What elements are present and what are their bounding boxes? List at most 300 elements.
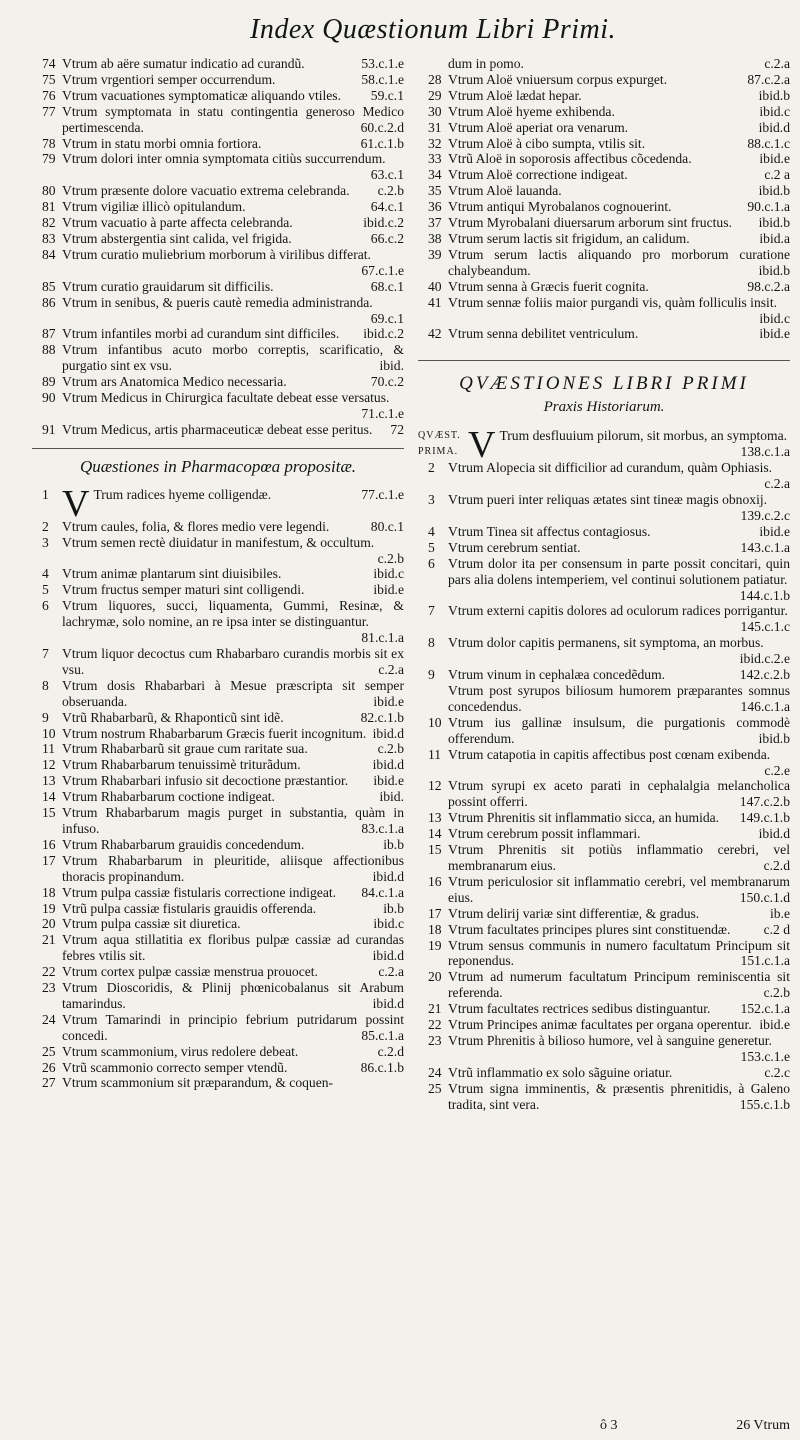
entry-body: [62, 916, 404, 932]
entry-number: 9: [42, 709, 49, 725]
index-entry: [32, 374, 404, 390]
entry-reference: ibid.c.2: [363, 215, 404, 231]
entry-body: [448, 167, 790, 183]
index-entry: [418, 667, 790, 683]
entry-number: 4: [42, 566, 49, 582]
index-entry: [32, 72, 404, 88]
entry-text: Vtrum Alopecia sit difficilior ad curandum, quàm Ophiasis.: [448, 460, 773, 476]
entry-body: [62, 231, 404, 247]
index-entry: [418, 683, 790, 715]
index-entry: [418, 151, 790, 167]
index-entry-first: [32, 482, 404, 525]
index-entry: [32, 582, 404, 598]
entry-body: [62, 598, 404, 646]
entry-reference: ibid.d: [758, 826, 790, 842]
index-entry: [32, 104, 404, 136]
entry-text: Vtrum Dioscoridis, & Plinij phœnicobalanus sit Arabum tamarindus.: [62, 980, 404, 1011]
entry-text: Vtrum delirij variæ sint differentiæ, & gradus.: [448, 905, 700, 921]
entry-body: [448, 120, 790, 136]
entry-text: Vtrum abstergentia sint calida, vel frigida.: [62, 230, 292, 246]
entry-number: 21: [42, 932, 56, 948]
entry-body: [62, 1012, 404, 1044]
index-entry: [32, 901, 404, 917]
entry-number: 78: [42, 135, 56, 151]
entry-body: [62, 1044, 404, 1060]
entry-text: Vtrum Tamarindi in principio febrium putridarum possint concedi.: [62, 1011, 404, 1043]
entry-number: 16: [42, 836, 56, 852]
entry-text: Vtrum facultates principes plures sint constituendæ.: [448, 921, 731, 937]
entry-body: [62, 215, 404, 231]
entry-body: [448, 215, 790, 231]
index-entry: [32, 535, 404, 567]
index-entry: [418, 540, 790, 556]
entry-body: [62, 199, 404, 215]
entry-body: [62, 374, 404, 390]
index-entry: [418, 874, 790, 906]
entry-body: [62, 183, 404, 199]
entry-reference: 68.c.1: [370, 278, 404, 294]
entry-body: [448, 524, 790, 540]
index-entry: [32, 88, 404, 104]
index-entry: [32, 932, 404, 964]
entry-text: Vtrũ Rhabarbarũ, & Rhaponticũ sint idẽ.: [62, 709, 284, 725]
entry-text: Vtrum in senibus, & pueris cautè remedia administranda.: [62, 294, 373, 310]
entry-reference: c.2 d: [763, 921, 790, 937]
entry-reference: 59.c.1: [370, 87, 404, 103]
signature-mark: ô 3: [600, 1418, 618, 1433]
entry-reference: 63.c.1: [370, 167, 404, 183]
index-entry: [418, 167, 790, 183]
entry-body: [62, 885, 404, 901]
index-entry: [32, 710, 404, 726]
entry-body: [448, 88, 790, 104]
entry-text: Vtrum vinum in cephalæa concedẽdum.: [448, 667, 666, 683]
entry-number: 23: [42, 980, 56, 996]
entry-text: Vtrum curatio grauidarum sit difficilis.: [62, 278, 274, 294]
entry-reference: ibid.d: [372, 725, 404, 741]
index-entry: [418, 183, 790, 199]
entry-reference: 72: [390, 421, 404, 437]
entry-body: [62, 678, 404, 710]
entry-reference: 85.c.1.a: [361, 1027, 404, 1043]
entry-text: Vtrũ scammonio correcto semper vtendũ.: [62, 1059, 288, 1075]
index-entry: [32, 1044, 404, 1060]
entry-reference: 61.c.1.b: [360, 135, 404, 151]
entry-text: Vtrum ius gallinæ insulsum, die purgationis commodè offerendum.: [448, 714, 790, 746]
entry-text: Vtrum fructus semper maturi sint colligendi.: [62, 582, 305, 598]
entry-text: Vtrum signa imminentis, & præsentis phrenitidis, à Galeno tradita, sint vera.: [448, 1080, 790, 1112]
entry-text: Vtrum dolori inter omnia symptomata citiùs succurrendum.: [62, 151, 386, 167]
entry-reference: 88.c.1.c: [747, 135, 790, 151]
entry-body: [62, 535, 404, 567]
index-entry: [32, 598, 404, 646]
entry-number: 6: [42, 598, 49, 614]
entry-number: 90: [42, 390, 56, 406]
entry-reference: 155.c.1.b: [739, 1096, 790, 1112]
entry-body: [62, 342, 404, 374]
entry-body: [62, 853, 404, 885]
index-entry: [418, 715, 790, 747]
entry-reference: ibid.e: [373, 693, 404, 709]
entry-text: Vtrum nostrum Rhabarbarum Græcis fuerit incognitum.: [62, 725, 367, 741]
entry-text: Vtrum infantiles morbi ad curandum sint difficiles.: [62, 326, 340, 342]
entry-reference: 84.c.1.a: [361, 884, 404, 900]
right-index-list: [418, 56, 790, 342]
entry-body: [448, 136, 790, 152]
entry-number: 27: [42, 1075, 56, 1091]
index-entry: [418, 279, 790, 295]
entry-text: dum in pomo.: [448, 56, 524, 71]
index-entry: [418, 635, 790, 667]
entry-number: 15: [42, 805, 56, 821]
entry-text: Vtrum caules, folia, & flores medio vere legendi.: [62, 518, 330, 534]
entry-body: [62, 726, 404, 742]
index-entry: [32, 885, 404, 901]
page-title: Index Quæstionum Libri Primi.: [250, 14, 617, 45]
entry-body: [448, 778, 790, 810]
entry-reference: ibid.d: [372, 948, 404, 964]
entry-text: Vtrum dolor capitis permanens, sit symptoma, an morbus.: [448, 635, 764, 651]
entry-body: [448, 922, 790, 938]
index-entry: [418, 295, 790, 327]
entry-number: 82: [42, 215, 56, 231]
entry-text: Vtrum vigiliæ illicò opitulandum.: [62, 199, 246, 215]
entry-body: [448, 556, 790, 604]
entry-number: 18: [428, 921, 442, 937]
entry-number: 42: [428, 326, 442, 342]
entry-reference: 83.c.1.a: [361, 820, 404, 836]
entry-number: 34: [428, 167, 442, 183]
entry-number: 33: [428, 151, 442, 167]
entry-text: Vtrum curatio muliebrium morborum à virilibus differat.: [62, 246, 371, 262]
entry-reference: c.2 a: [764, 167, 790, 183]
index-entry: [32, 805, 404, 837]
entry-text: Vtrum dosis Rhabarbari à Mesue præscripta sit semper obseruanda.: [62, 677, 404, 709]
index-entry: [418, 1017, 790, 1033]
entry-number: 22: [428, 1017, 442, 1033]
entry-reference: 139.c.2.c: [740, 508, 790, 524]
index-entry: [32, 741, 404, 757]
entry-body: [62, 390, 404, 422]
entry-text: Vtrum Aloë hyeme exhibenda.: [448, 103, 615, 119]
index-entry: [32, 1012, 404, 1044]
index-entry-first: [418, 424, 790, 467]
index-entry: [32, 199, 404, 215]
entry-number: 30: [428, 103, 442, 119]
entry-body: [448, 635, 790, 667]
index-entry: [418, 56, 790, 72]
entry-body: [448, 72, 790, 88]
entry-reference: ibid.a: [759, 230, 790, 246]
entry-text: Vtrum Myrobalani diuersarum arborum sint fructus.: [448, 215, 732, 231]
entry-body: [62, 789, 404, 805]
entry-body: [62, 964, 404, 980]
entry-number: 11: [42, 741, 56, 757]
entry-reference: c.2.b: [377, 183, 404, 199]
entry-number: 13: [428, 810, 442, 826]
entry-reference: c.2.b: [763, 985, 790, 1001]
index-entry: [418, 969, 790, 1001]
entry-body: [448, 199, 790, 215]
index-entry: [418, 1081, 790, 1113]
entry-body: [62, 741, 404, 757]
entry-number: 24: [428, 1064, 442, 1080]
index-entry: [418, 906, 790, 922]
entry-reference: 146.c.1.a: [740, 698, 790, 714]
entry-text: Vtrum in statu morbi omnia fortiora.: [62, 135, 262, 151]
index-entry: [418, 842, 790, 874]
index-entry: [32, 247, 404, 279]
entry-body: [448, 183, 790, 199]
entry-reference: ibid.c.2.e: [739, 651, 790, 667]
entry-body: [448, 231, 790, 247]
entry-number: 87: [42, 326, 56, 342]
entry-number: 3: [42, 534, 49, 550]
entry-text: Vtrum Medicus, artis pharmaceuticæ debeat esse peritus.: [62, 421, 373, 437]
entry-reference: ib.e: [769, 905, 790, 921]
index-entry: [32, 183, 404, 199]
entry-number: 2: [428, 460, 435, 476]
entry-text: Vtrum Rhabarbarum grauidis concedendum.: [62, 836, 305, 852]
entry-number: 13: [42, 773, 56, 789]
entry-number: 19: [428, 937, 442, 953]
entry-number: 8: [42, 677, 49, 693]
entry-number: 23: [428, 1032, 442, 1048]
entry-body: [62, 980, 404, 1012]
index-entry: [418, 1001, 790, 1017]
entry-text: Vtrum Aloë aperiat ora venarum.: [448, 119, 629, 135]
entry-reference: ibid.d: [372, 995, 404, 1011]
index-entry: [32, 726, 404, 742]
entry-text: Vtrum facultates rectrices sedibus distinguantur.: [448, 1001, 711, 1017]
entry-reference: c.2.e: [764, 762, 790, 778]
entry-text: Vtrũ inflammatio ex solo sãguine oriatur.: [448, 1064, 673, 1080]
entry-number: 10: [42, 725, 56, 741]
entry-number: 35: [428, 183, 442, 199]
index-entry: [32, 519, 404, 535]
entry-text: Vtrum syrupi ex aceto parati in cephalalgia melancholica possint offerri.: [448, 778, 790, 810]
entry-text: Vtrum Phrenitis sit potiùs inflammatio cerebri, vel membranarum eius.: [448, 842, 790, 873]
index-entry: [32, 678, 404, 710]
entry-text: Vtrum symptomata in statu contingentia generoso Medico pertimescenda.: [62, 103, 404, 135]
entry-number: 74: [42, 56, 56, 71]
entry-number: 77: [42, 103, 56, 119]
entry-body: [448, 938, 790, 970]
entry-body: [62, 582, 404, 598]
entry-number: 81: [42, 199, 56, 215]
praxis-section-title: QVÆSTIONES LIBRI PRIMI: [418, 360, 790, 395]
entry-reference: 98.c.2.a: [747, 278, 790, 294]
left-index-list: [32, 56, 404, 438]
entry-reference: 150.c.1.d: [739, 889, 790, 905]
entry-body: [62, 837, 404, 853]
entry-number: 75: [42, 71, 56, 87]
entry-body: [62, 56, 404, 72]
entry-reference: 60.c.2.d: [360, 119, 404, 135]
entry-body: [448, 151, 790, 167]
entry-body: [448, 1081, 790, 1113]
entry-reference: ibid.c: [759, 103, 790, 119]
entry-text: Vtrum ad numerum facultatum Principum reminiscentia sit referenda.: [448, 969, 790, 1001]
entry-number: 14: [42, 789, 56, 805]
entry-body: [448, 540, 790, 556]
entry-number: [418, 683, 448, 715]
entry-number: 28: [428, 71, 442, 87]
entry-body: [62, 710, 404, 726]
entry-number: 1: [42, 486, 49, 502]
entry-text: Vtrum cortex pulpæ cassiæ menstrua prouocet.: [62, 964, 318, 980]
index-entry: [32, 757, 404, 773]
entry-body: [62, 1075, 404, 1091]
entry-number: 16: [428, 873, 442, 889]
entry-reference: 66.c.2: [370, 230, 404, 246]
entry-text: Vtrum senna debilitet ventriculum.: [448, 326, 639, 342]
entry-text: Vtrũ Aloë in soporosis affectibus cõcedenda.: [448, 151, 692, 167]
entry-reference: ibid.c.2: [363, 326, 404, 342]
entry-number: 21: [428, 1001, 442, 1017]
entry-reference: ibid.b: [758, 183, 790, 199]
entry-body: [448, 842, 790, 874]
entry-text: Vtrum sensus communis in numero facultatum Principum sit reponendus.: [448, 937, 790, 969]
entry-reference: ibid.: [379, 789, 404, 805]
entry-reference: ibid.b: [758, 87, 790, 103]
entry-number: 17: [428, 905, 442, 921]
entry-body: [62, 773, 404, 789]
entry-text: Vtrum Rhabarbarum coctione indigeat.: [62, 789, 275, 805]
index-entry: [418, 88, 790, 104]
index-entry: [32, 646, 404, 678]
entry-reference: 86.c.1.b: [360, 1059, 404, 1075]
entry-body: [448, 460, 790, 492]
entry-body: [62, 151, 404, 183]
index-entry: [32, 279, 404, 295]
entry-text: Vtrum serum lactis sit frigidum, an calidum.: [448, 230, 690, 246]
entry-body: [62, 757, 404, 773]
entry-reference: ibid.c: [373, 916, 404, 932]
index-entry: [418, 199, 790, 215]
index-entry: [32, 789, 404, 805]
entry-number: 24: [42, 1011, 56, 1027]
entry-number: 20: [42, 916, 56, 932]
entry-reference: 147.c.2.b: [739, 794, 790, 810]
entry-body: [448, 906, 790, 922]
entry-reference: ibid.c: [373, 566, 404, 582]
entry-body: [448, 295, 790, 327]
entry-text: Vtrum Aloë à cibo sumpta, vtilis sit.: [448, 135, 646, 151]
entry-reference: ib.b: [383, 900, 404, 916]
entry-reference: c.2.b: [377, 741, 404, 757]
entry-reference: c.2.c: [764, 1064, 790, 1080]
entry-number: 41: [428, 294, 442, 310]
entry-number: 6: [428, 555, 435, 571]
entry-text: Vtrum Rhabarbari infusio sit decoctione præstantior.: [62, 773, 349, 789]
index-entry: [418, 826, 790, 842]
entry-body: [448, 1033, 790, 1065]
entry-text: Vtrum vrgentiori semper occurrendum.: [62, 71, 276, 87]
entry-reference: c.2.a: [764, 476, 790, 492]
index-entry: [418, 231, 790, 247]
entry-number: 7: [428, 603, 435, 619]
entry-number: 9: [428, 667, 435, 683]
entry-number: 91: [42, 421, 56, 437]
entry-body: [62, 566, 404, 582]
right-praxis-list: [418, 460, 790, 1112]
entry-reference: 90.c.1.a: [747, 199, 790, 215]
index-entry: [32, 56, 404, 72]
entry-reference: ibid.e: [759, 151, 790, 167]
entry-text: Vtrum pulpa cassiæ sit diuretica.: [62, 916, 241, 932]
entry-text: Vtrum Aloë lauanda.: [448, 183, 562, 199]
entry-text: Vtrum Rhabarbarũ sit graue cum raritate sua.: [62, 741, 308, 757]
entry-reference: 69.c.1: [370, 310, 404, 326]
entry-number: 22: [42, 964, 56, 980]
entry-reference: 149.c.1.b: [739, 810, 790, 826]
entry-reference: 153.c.1.e: [740, 1048, 790, 1064]
index-entry: [32, 215, 404, 231]
entry-reference: ibid.d: [372, 757, 404, 773]
entry-reference: 142.c.2.b: [739, 667, 790, 683]
entry-text: Vtrum Medicus in Chirurgica facultate debeat esse versatus.: [62, 390, 390, 406]
entry-body: [448, 104, 790, 120]
entry-number: 11: [428, 746, 442, 762]
entry-reference: ib.b: [383, 836, 404, 852]
entry-text: Vtrum liquores, succi, liquamenta, Gummi, Resinæ, & lachrymæ, solo nomine, an re ipsa inter se distinguantur.: [62, 598, 404, 630]
entry-text: Vtrum præsente dolore vacuatio extrema celebranda.: [62, 183, 350, 199]
entry-text: Vtrum scammonium, virus redolere debeat.: [62, 1043, 299, 1059]
entry-text: Vtrum ab aëre sumatur indicatio ad curandũ.: [62, 56, 305, 71]
entry-number: 14: [428, 826, 442, 842]
index-entry: [418, 922, 790, 938]
entry-text: Vtrum cerebrum possit inflammari.: [448, 826, 641, 842]
index-entry: [32, 1060, 404, 1076]
index-entry: [418, 492, 790, 524]
entry-reference: ibid.e: [759, 326, 790, 342]
entry-body: [62, 422, 404, 438]
index-entry: [32, 326, 404, 342]
entry-text: Vtrum vacuationes symptomaticæ aliquando vtiles.: [62, 87, 341, 103]
index-entry: [32, 773, 404, 789]
entry-body: [448, 326, 790, 342]
entry-reference: 151.c.1.a: [740, 953, 790, 969]
index-entry: [32, 295, 404, 327]
drop-cap: V: [468, 424, 496, 467]
entry-text: Vtrum scammonium sit præparandum, & coquen-: [62, 1075, 334, 1091]
entry-reference: ibid.e: [373, 773, 404, 789]
entry-body: [448, 1017, 790, 1033]
entry-body: [62, 104, 404, 136]
entry-number: 36: [428, 199, 442, 215]
entry-text: Vtrum externi capitis dolores ad oculorum radices porrigantur.: [448, 603, 788, 619]
entry-number: 88: [42, 342, 56, 358]
entry-number: 12: [428, 778, 442, 794]
entry-body: [448, 715, 790, 747]
entry-number: 26: [42, 1059, 56, 1075]
entry-text: Vtrum Rhabarbarum in pleuritide, aliisque affectionibus thoracis propinandum.: [62, 852, 404, 884]
entry-text: Vtrum vacuatio à parte affecta celebranda.: [62, 215, 293, 231]
entry-text: Vtrum cerebrum sentiat.: [448, 539, 581, 555]
entry-text: Vtrum aqua stillatitia ex floribus pulpæ cassiæ ad curandas febres vtilis sit.: [62, 932, 404, 964]
entry-body: [62, 901, 404, 917]
entry-number: 18: [42, 884, 56, 900]
praxis-section-subtitle: Praxis Historiarum.: [543, 399, 665, 416]
entry-reference: 145.c.1.c: [740, 619, 790, 635]
entry-number: 5: [428, 539, 435, 555]
index-entry: [418, 120, 790, 136]
entry-text: Trum desfluuium pilorum, sit morbus, an symptoma.: [499, 428, 788, 444]
entry-number: 38: [428, 230, 442, 246]
index-entry: [418, 136, 790, 152]
entry-reference: 53.c.1.e: [361, 56, 404, 71]
